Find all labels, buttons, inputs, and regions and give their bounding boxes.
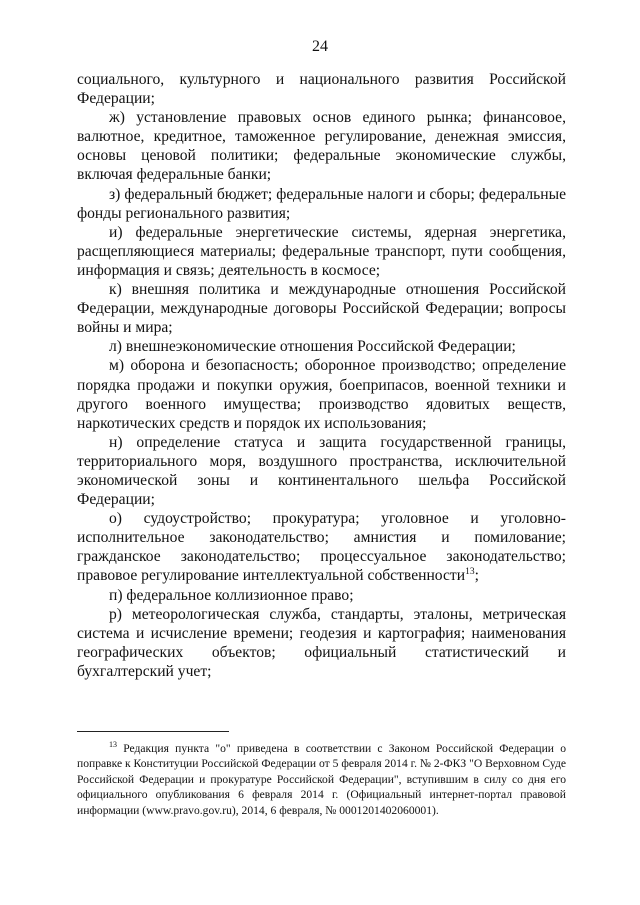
paragraph-item-r: р) метеорологическая служба, стандарты, эталоны, метрическая система и исчисление времени; геодезия и картография; наименования географических объектов; официальный статистический и бухгалтерский учет;	[77, 605, 566, 680]
footnote-13	[77, 741, 566, 818]
paragraph-item-o	[77, 509, 566, 585]
paragraph-item-i: и) федеральные энергетические системы, ядерная энергетика, расщепляющиеся материалы; федеральные транспорт, пути сообщения, информация и связь; деятельность в космосе;	[77, 223, 566, 279]
paragraph-item-l: л) внешнеэкономические отношения Российской Федерации;	[109, 338, 516, 356]
paragraph-item-zh: ж) установление правовых основ единого рынка; финансовое, валютное, кредитное, таможенное регулирование, денежная эмиссия, основы ценовой политики; федеральные экономические службы, включая федеральные банки;	[77, 109, 566, 184]
footnote-divider	[77, 731, 229, 732]
paragraph-item-k: к) внешняя политика и международные отношения Российской Федерации, международные договоры Российской Федерации; вопросы войны и мира;	[77, 281, 566, 337]
footnote-mark: 13	[109, 740, 117, 750]
paragraph-item-o-text: о) судоустройство; прокуратура; уголовное и уголовно-исполнительное законодательство; амнистия и помилование; гражданское законодательство; процессуальное законодательство; правовое регулирование интеллектуальной собственности	[77, 510, 566, 585]
footnote-text: Редакция пункта "о" приведена в соответствии с Законом Российской Федерации о поправке к Конституции Российской Федерации от 5 февраля 2014 г. № 2-ФКЗ "О Верховном Суде Российской Федерации и прокуратуре Российской Федерации", вступившим в силу со дня его официального опубликования 6 февраля 2014 г. (Официальный интернет-портал правовой информации (www.pravo.gov.ru), 2014, 6 февраля, № 0001201402060001).	[77, 742, 566, 817]
paragraph-item-o-tail: ;	[474, 567, 479, 585]
body-text	[77, 70, 566, 681]
footnote-reference[interactable]: 13	[465, 567, 475, 578]
footnotes	[77, 741, 566, 818]
paragraph-continuation: социального, культурного и национального развития Российской Федерации;	[77, 71, 566, 108]
paragraph-item-n: н) определение статуса и защита государственной границы, территориального моря, воздушного пространства, исключительной экономической зоны и континентального шельфа Российской Федерации;	[77, 433, 566, 509]
paragraph-item-m: м) оборона и безопасность; оборонное производство; определение порядка продажи и покупки оружия, боеприпасов, военной техники и другого военного имущества; производство ядовитых веществ, наркотических средств и порядок их использования;	[77, 357, 566, 432]
page-number: 24	[312, 38, 328, 55]
paragraph-item-z: з) федеральный бюджет; федеральные налоги и сборы; федеральные фонды регионального развития;	[77, 185, 566, 222]
paragraph-item-p: п) федеральное коллизионное право;	[109, 586, 354, 604]
